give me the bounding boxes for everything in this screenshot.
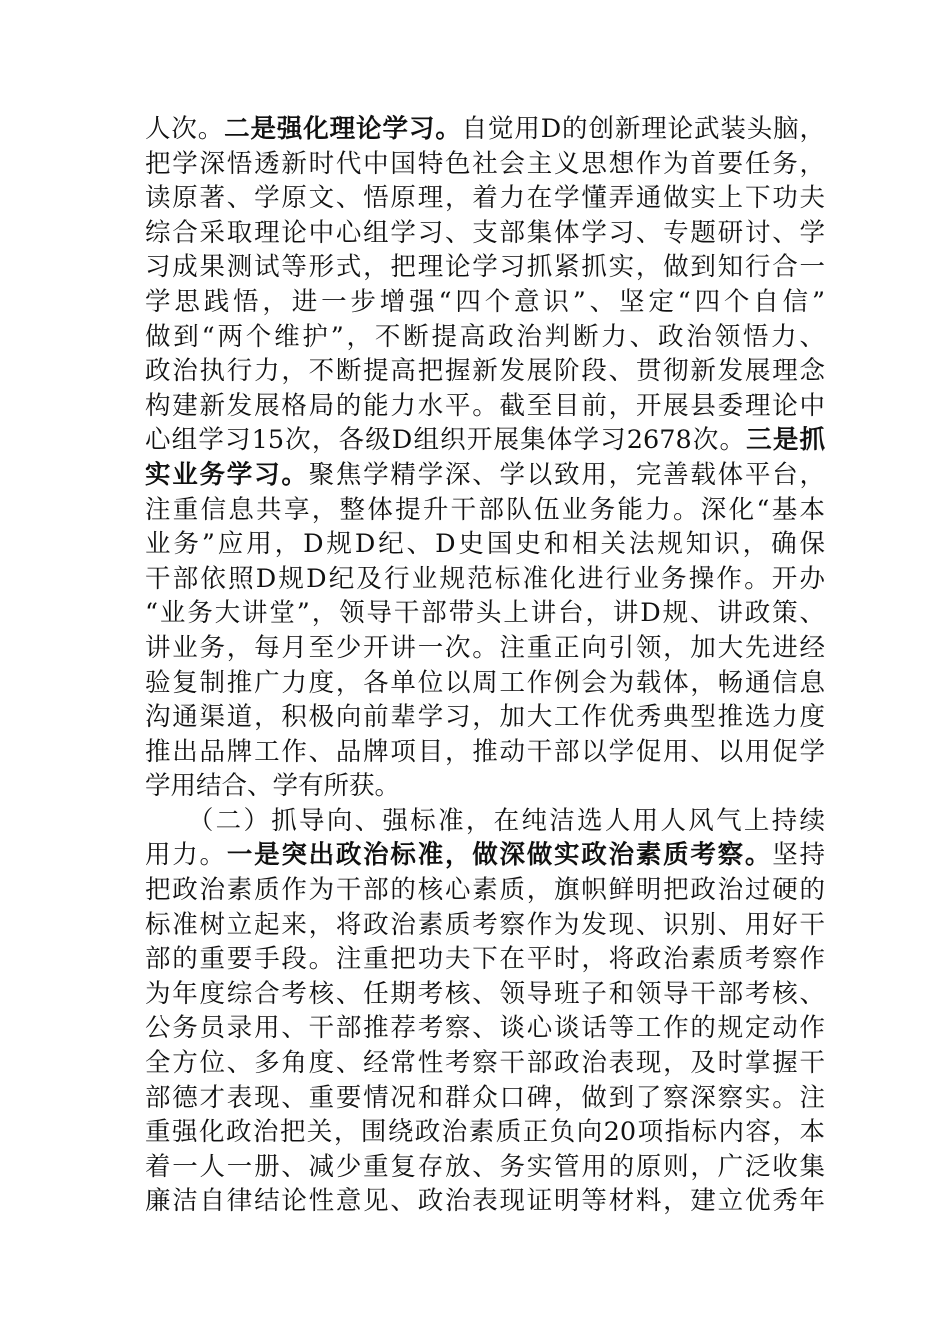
bold-text-segment: 二是强化理论学习。 (224, 114, 462, 144)
text-line (145, 596, 825, 631)
text-segment: 部德才表现、重要情况和群众口碑，做到了察深察实。注 (145, 1082, 825, 1113)
text-segment: 公务员录用、干部推荐考察、谈心谈话等工作的规定动作 (145, 1013, 825, 1044)
text-segment: 重强化政治把关，围绕政治素质正负向20项指标内容，本 (145, 1117, 825, 1148)
text-line (145, 1011, 825, 1046)
bold-text-segment: 三是抓 (746, 425, 825, 456)
text-segment: 用力。 (145, 840, 227, 871)
text-segment: 构建新发展格局的能力水平。截至目前，开展县委理论中 (145, 390, 825, 421)
text-segment: 习成果测试等形式，把理论学习抓紧抓实，做到知行合一 (145, 252, 825, 283)
text-segment: 标准树立起来，将政治素质考察作为发现、识别、用好干 (145, 909, 825, 940)
text-segment: 聚焦学精学深、学以致用，完善载体平台， (308, 459, 825, 490)
text-segment: 全方位、多角度、经常性考察干部政治表现，及时掌握干 (145, 1048, 825, 1079)
text-segment: 业务”应用，D规D纪、D史国史和相关法规知识，确保 (145, 529, 825, 560)
text-line (145, 562, 825, 597)
text-segment: 学思践悟，进一步增强“四个意识”、坚定“四个自信” (145, 286, 825, 317)
text-line (145, 908, 825, 943)
text-segment: 部的重要手段。注重把功夫下在平时，将政治素质考察作 (145, 944, 825, 975)
text-line (145, 1115, 825, 1150)
text-segment: 人次。 (145, 114, 225, 144)
text-segment: 政治执行力，不断提高把握新发展阶段、贯彻新发展理念 (145, 356, 825, 387)
text-line (145, 423, 825, 458)
text-segment: 把政治素质作为干部的核心素质，旗帜鲜明把政治过硬的 (145, 875, 825, 906)
text-segment: 综合采取理论中心组学习、支部集体学习、专题研讨、学 (145, 217, 825, 248)
text-segment: 自觉用D的创新理论武装头脑， (461, 114, 825, 144)
text-line (145, 977, 825, 1012)
text-line (145, 1150, 825, 1185)
text-segment: 推出品牌工作、品牌项目，推动干部以学促用、以用促学 (145, 736, 825, 767)
text-line (145, 181, 825, 216)
text-segment: 干部依照D规D纪及行业规范标准化进行业务操作。开办 (145, 563, 825, 594)
text-segment: 心组学习15次，各级D组织开展集体学习2678次。 (145, 425, 747, 456)
text-line (145, 1184, 825, 1219)
text-segment: 廉洁自律结论性意见、政治表现证明等材料，建立优秀年 (145, 1186, 825, 1217)
text-line (145, 838, 825, 873)
text-line (145, 458, 825, 493)
text-segment: 沟通渠道，积极向前辈学习，加大工作优秀典型推选力度 (145, 702, 825, 733)
text-segment: “业务大讲堂”，领导干部带头上讲台，讲D规、讲政策、 (145, 598, 825, 629)
text-line (145, 1046, 825, 1081)
text-line (145, 389, 825, 424)
text-line (145, 735, 825, 770)
text-line (145, 354, 825, 389)
text-line (145, 250, 825, 285)
text-segment: 着一人一册、减少重复存放、务实管用的原则，广泛收集 (145, 1151, 825, 1182)
text-segment: 学用结合、学有所获。 (145, 771, 401, 802)
text-line (145, 112, 825, 147)
text-segment: 为年度综合考核、任期考核、领导班子和领导干部考核、 (145, 978, 825, 1009)
text-line (145, 147, 825, 182)
text-line (145, 493, 825, 528)
text-line (145, 873, 825, 908)
text-segment: 坚持 (772, 840, 825, 871)
text-line (145, 216, 825, 251)
text-line (145, 700, 825, 735)
bold-text-segment: 一是突出政治标准，做深做实政治素质考察。 (226, 840, 773, 871)
text-line (145, 666, 825, 701)
text-segment: 做到“两个维护”，不断提高政治判断力、政治领悟力、 (145, 321, 825, 352)
text-line (145, 320, 825, 355)
document-body (145, 112, 825, 1219)
text-line (145, 942, 825, 977)
text-segment: 讲业务，每月至少开讲一次。注重正向引领，加大先进经 (145, 632, 825, 663)
text-segment: 注重信息共享，整体提升干部队伍业务能力。深化“基本 (145, 494, 825, 525)
text-segment: 读原著、学原文、悟原理，着力在学懂弄通做实上下功夫 (145, 183, 825, 214)
text-segment: 验复制推广力度，各单位以周工作例会为载体，畅通信息 (145, 667, 825, 698)
text-line (145, 769, 825, 804)
bold-text-segment: 实业务学习。 (145, 459, 309, 490)
text-segment: 把学深悟透新时代中国特色社会主义思想作为首要任务， (145, 148, 825, 179)
text-line (145, 804, 825, 839)
text-line (145, 631, 825, 666)
text-line (145, 285, 825, 320)
text-segment: （二）抓导向、强标准，在纯洁选人用人风气上持续 (145, 805, 825, 836)
text-line (145, 527, 825, 562)
text-line (145, 1081, 825, 1116)
